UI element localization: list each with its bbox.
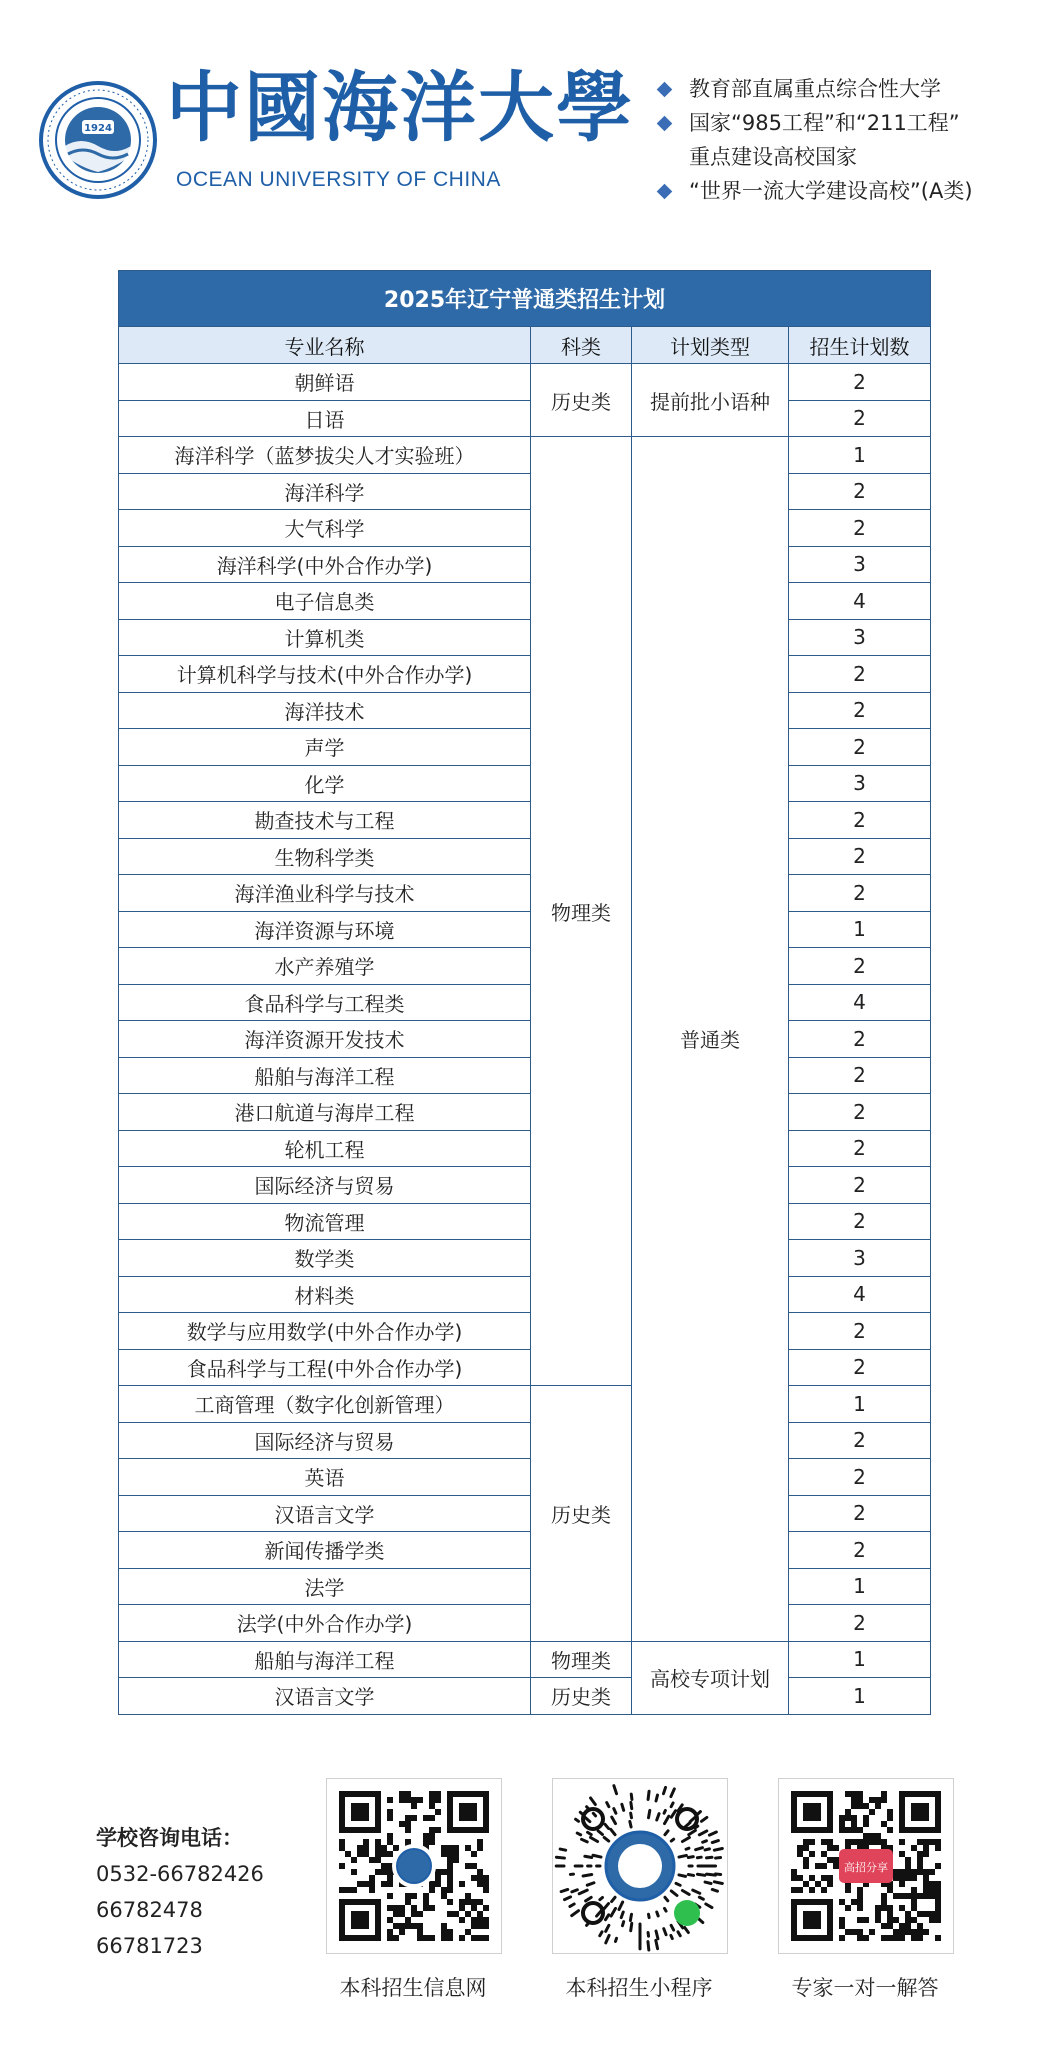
table-row <box>119 1313 931 1350</box>
phone-number: 0532-66782426 <box>96 1862 264 1886</box>
diamond-bullet-icon <box>657 116 673 132</box>
table-row <box>119 619 931 656</box>
major-name-cell: 船舶与海洋工程 <box>119 1641 531 1678</box>
feature-list <box>655 72 1035 208</box>
feature-item <box>655 72 1035 106</box>
share-badge-label: 高招分享 <box>844 1861 888 1874</box>
quota-cell: 2 <box>789 802 931 839</box>
enrollment-plan-table <box>118 270 931 1715</box>
major-name-cell: 海洋渔业科学与技术 <box>119 875 531 912</box>
major-name-cell: 工商管理（数字化创新管理） <box>119 1386 531 1423</box>
feature-item <box>655 174 1035 208</box>
major-name-cell: 船舶与海洋工程 <box>119 1057 531 1094</box>
column-header-plan-type: 计划类型 <box>632 327 789 364</box>
table-row <box>119 1495 931 1532</box>
table-row <box>119 911 931 948</box>
table-row <box>119 1605 931 1642</box>
major-name-cell: 海洋科学 <box>119 473 531 510</box>
quota-cell: 2 <box>789 1532 931 1569</box>
plan-type-cell: 高校专项计划 <box>632 1641 789 1714</box>
university-name-calligraphy: 中國海洋大學 <box>166 63 634 152</box>
table-row <box>119 802 931 839</box>
major-name-cell: 海洋科学(中外合作办学) <box>119 546 531 583</box>
quota-cell: 1 <box>789 1386 931 1423</box>
table-row <box>119 1094 931 1131</box>
quota-cell: 2 <box>789 729 931 766</box>
major-name-cell: 法学 <box>119 1568 531 1605</box>
major-name-cell: 英语 <box>119 1459 531 1496</box>
category-cell: 物理类 <box>531 1641 632 1678</box>
feature-text: 教育部直属重点综合性大学 <box>689 77 941 101</box>
table-row <box>119 583 931 620</box>
quota-cell: 2 <box>789 1349 931 1386</box>
feature-item <box>655 106 1035 140</box>
quota-cell: 4 <box>789 1276 931 1313</box>
major-name-cell: 计算机类 <box>119 619 531 656</box>
quota-cell: 2 <box>789 1057 931 1094</box>
major-name-cell: 计算机科学与技术(中外合作办学) <box>119 656 531 693</box>
plan-type-cell: 提前批小语种 <box>632 364 789 437</box>
quota-cell: 2 <box>789 1167 931 1204</box>
table-row <box>119 1057 931 1094</box>
table-row <box>119 1422 931 1459</box>
table-row <box>119 546 931 583</box>
feature-text: “世界一流大学建设高校”(A类) <box>689 179 973 203</box>
university-seal-icon <box>397 1849 431 1883</box>
quota-cell: 2 <box>789 656 931 693</box>
quota-cell: 2 <box>789 1094 931 1131</box>
table-row <box>119 875 931 912</box>
table-row <box>119 510 931 547</box>
major-name-cell: 大气科学 <box>119 510 531 547</box>
table-body <box>119 364 931 1715</box>
table-row <box>119 1203 931 1240</box>
column-header-category: 科类 <box>531 327 632 364</box>
major-name-cell: 国际经济与贸易 <box>119 1422 531 1459</box>
contact-label: 学校咨询电话： <box>96 1826 243 1850</box>
major-name-cell: 海洋资源开发技术 <box>119 1021 531 1058</box>
table-row <box>119 473 931 510</box>
column-header-quota: 招生计划数 <box>789 327 931 364</box>
category-cell: 物理类 <box>531 437 632 1386</box>
table-row <box>119 400 931 437</box>
quota-cell: 2 <box>789 473 931 510</box>
quota-cell: 3 <box>789 1240 931 1277</box>
major-name-cell: 声学 <box>119 729 531 766</box>
quota-cell: 1 <box>789 911 931 948</box>
university-name-english: OCEAN UNIVERSITY OF CHINA <box>176 168 501 191</box>
quota-cell: 1 <box>789 1678 931 1715</box>
table-row <box>119 364 931 401</box>
mini-program-icon <box>674 1900 700 1926</box>
table-row <box>119 838 931 875</box>
table-row <box>119 765 931 802</box>
table-row <box>119 1568 931 1605</box>
quota-cell: 2 <box>789 1605 931 1642</box>
quota-cell: 4 <box>789 984 931 1021</box>
table-title: 2025年辽宁普通类招生计划 <box>119 271 931 327</box>
major-name-cell: 材料类 <box>119 1276 531 1313</box>
table-row <box>119 1678 931 1715</box>
column-header-major: 专业名称 <box>119 327 531 364</box>
quota-cell: 1 <box>789 1568 931 1605</box>
table-row <box>119 1459 931 1496</box>
table-row <box>119 729 931 766</box>
quota-cell: 4 <box>789 583 931 620</box>
quota-cell: 2 <box>789 1495 931 1532</box>
quota-cell: 2 <box>789 1203 931 1240</box>
major-name-cell: 水产养殖学 <box>119 948 531 985</box>
table-row <box>119 948 931 985</box>
quota-cell: 2 <box>789 948 931 985</box>
category-cell: 历史类 <box>531 1678 632 1715</box>
major-name-cell: 轮机工程 <box>119 1130 531 1167</box>
major-name-cell: 汉语言文学 <box>119 1495 531 1532</box>
diamond-bullet-icon <box>657 184 673 200</box>
phone-number: 66782478 <box>96 1898 203 1922</box>
qr-caption-expert: 专家一对一解答 <box>791 1976 939 2000</box>
major-name-cell: 汉语言文学 <box>119 1678 531 1715</box>
feature-item <box>655 140 1035 174</box>
quota-cell: 2 <box>789 510 931 547</box>
major-name-cell: 朝鲜语 <box>119 364 531 401</box>
feature-text: 国家“985工程”和“211工程” <box>689 111 960 135</box>
admissions-website-qr-code[interactable] <box>326 1778 502 1954</box>
table-row <box>119 984 931 1021</box>
table-row <box>119 1349 931 1386</box>
table-row <box>119 1021 931 1058</box>
major-name-cell: 食品科学与工程(中外合作办学) <box>119 1349 531 1386</box>
seal-year: 1924 <box>84 123 112 134</box>
qr-caption-mini-program: 本科招生小程序 <box>565 1976 713 2000</box>
table-row <box>119 1240 931 1277</box>
major-name-cell: 物流管理 <box>119 1203 531 1240</box>
quota-cell: 3 <box>789 765 931 802</box>
major-name-cell: 食品科学与工程类 <box>119 984 531 1021</box>
quota-cell: 2 <box>789 1422 931 1459</box>
quota-cell: 2 <box>789 400 931 437</box>
category-cell: 历史类 <box>531 364 632 437</box>
university-seal-logo <box>38 80 158 200</box>
quota-cell: 1 <box>789 1641 931 1678</box>
major-name-cell: 海洋资源与环境 <box>119 911 531 948</box>
quota-cell: 2 <box>789 838 931 875</box>
major-name-cell: 化学 <box>119 765 531 802</box>
quota-cell: 2 <box>789 364 931 401</box>
table-row <box>119 1532 931 1569</box>
major-name-cell: 电子信息类 <box>119 583 531 620</box>
major-name-cell: 日语 <box>119 400 531 437</box>
table-row <box>119 1167 931 1204</box>
major-name-cell: 数学类 <box>119 1240 531 1277</box>
quota-cell: 3 <box>789 546 931 583</box>
major-name-cell: 勘查技术与工程 <box>119 802 531 839</box>
table-row <box>119 692 931 729</box>
quota-cell: 2 <box>789 875 931 912</box>
category-cell: 历史类 <box>531 1386 632 1642</box>
quota-cell: 2 <box>789 692 931 729</box>
plan-type-cell: 普通类 <box>632 437 789 1642</box>
table-row <box>119 1276 931 1313</box>
feature-text: 重点建设高校国家 <box>689 145 857 169</box>
quota-cell: 2 <box>789 1021 931 1058</box>
table-title-row <box>119 271 931 327</box>
major-name-cell: 国际经济与贸易 <box>119 1167 531 1204</box>
major-name-cell: 海洋技术 <box>119 692 531 729</box>
mini-program-qr-code[interactable] <box>552 1778 728 1954</box>
qr-caption-website: 本科招生信息网 <box>339 1976 487 2000</box>
major-name-cell: 海洋科学（蓝梦拔尖人才实验班） <box>119 437 531 474</box>
table-row <box>119 656 931 693</box>
major-name-cell: 数学与应用数学(中外合作办学) <box>119 1313 531 1350</box>
quota-cell: 2 <box>789 1130 931 1167</box>
table-header-row <box>119 327 931 364</box>
major-name-cell: 生物科学类 <box>119 838 531 875</box>
table-row <box>119 1130 931 1167</box>
quota-cell: 2 <box>789 1459 931 1496</box>
quota-cell: 3 <box>789 619 931 656</box>
diamond-bullet-icon <box>657 82 673 98</box>
expert-consult-qr-code[interactable] <box>778 1778 954 1954</box>
quota-cell: 1 <box>789 437 931 474</box>
major-name-cell: 港口航道与海岸工程 <box>119 1094 531 1131</box>
quota-cell: 2 <box>789 1313 931 1350</box>
phone-number: 66781723 <box>96 1934 203 1958</box>
major-name-cell: 新闻传播学类 <box>119 1532 531 1569</box>
major-name-cell: 法学(中外合作办学) <box>119 1605 531 1642</box>
table-row <box>119 437 931 474</box>
table-row <box>119 1386 931 1423</box>
table-row <box>119 1641 931 1678</box>
contact-block <box>96 1820 264 1964</box>
